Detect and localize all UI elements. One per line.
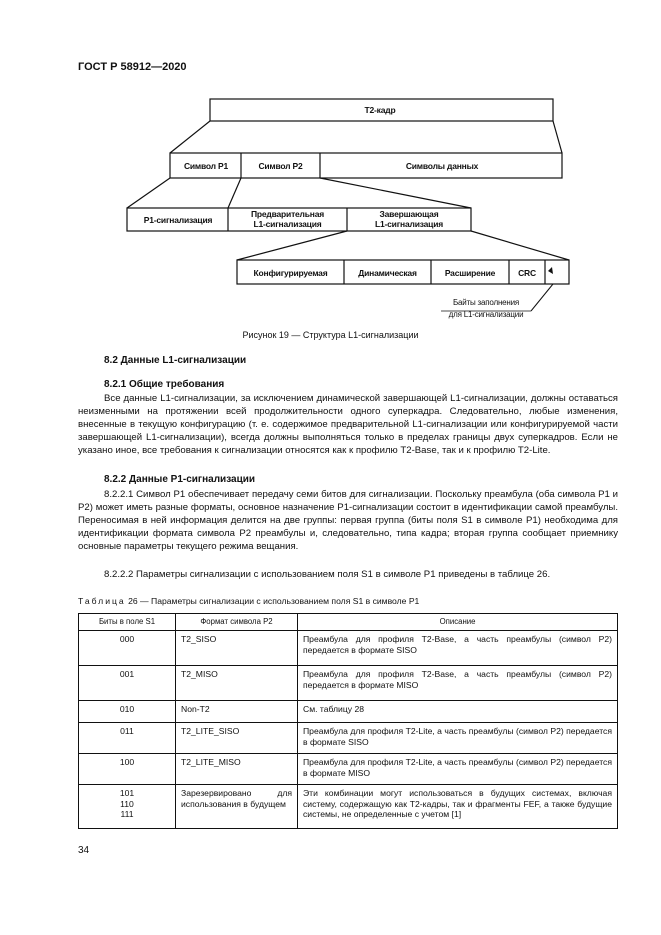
cell-bits: 101 110 111 xyxy=(79,785,176,829)
table-header-row xyxy=(79,614,618,631)
cell-description: Преамбула для профиля T2-Lite, а часть преамбулы (символ Р2) передается в формате MISO xyxy=(298,754,618,785)
diagram-p1-signalling: Р1-сигнализация xyxy=(143,215,213,225)
page-number: 34 xyxy=(78,845,90,856)
section-heading-8-2-1: 8.2.1 Общие требования xyxy=(104,379,225,390)
cell-bits: 011 xyxy=(79,723,176,754)
table-row xyxy=(79,701,618,723)
diagram-padding-line2: для L1-сигнализации xyxy=(448,310,524,319)
table-row xyxy=(79,785,618,829)
diagram-p1-symbol: Символ Р1 xyxy=(183,161,229,171)
cell-format: T2_LITE_MISO xyxy=(176,754,298,785)
table-row xyxy=(79,723,618,754)
paragraph-8-2-2-2: 8.2.2.2 Параметры сигнализации с использованием поля S1 в символе Р1 приведены в таблице 26. xyxy=(104,569,551,580)
diagram-l1-post-line2: L1-сигнализация xyxy=(375,219,443,229)
table-row xyxy=(79,754,618,785)
paragraph-8-2-2-1: 8.2.2.1 Символ Р1 обеспечивает передачу семи битов для сигнализации. Поскольку преамбула (оба символа Р1 и Р2) может иметь разные форматы, основное назначение Р1-сигнализации состоит в идентификации самой преамбулы. Переносимая в ней информация делится на две группы: первая группа (биты поля S1 в символе Р1) необходима для идентификации формата символа Р2 преамбулы и, следовательно, типа кадра; вторая группа сообщает приемнику основные параметры текущего режима вещания. xyxy=(78,489,618,552)
diagram-l1-post-line1: Завершающая xyxy=(379,209,439,219)
diagram-data-symbols: Символы данных xyxy=(405,161,479,171)
cell-format: Зарезервировано для использования в будущем xyxy=(176,785,298,829)
cell-format: Non-T2 xyxy=(176,701,298,723)
diagram-extension: Расширение xyxy=(444,268,496,278)
table-row xyxy=(79,631,618,666)
diagram-padding-bytes xyxy=(438,297,534,321)
cell-format: T2_SISO xyxy=(176,631,298,666)
diagram-configurable: Конфигурируемая xyxy=(253,268,328,278)
diagram-t2-frame: Т2-кадр xyxy=(364,105,396,115)
cell-description: См. таблицу 28 xyxy=(298,701,618,723)
diagram-dynamic: Динамическая xyxy=(358,268,417,278)
table-caption xyxy=(78,596,419,606)
figure-caption: Рисунок 19 — Структура L1-сигнализации xyxy=(242,330,419,340)
cell-description: Преамбула для профиля T2-Base, а часть преамбулы (символ Р2) передается в формате SISO xyxy=(298,631,618,666)
section-heading-8-2-2: 8.2.2 Данные Р1-сигнализации xyxy=(104,474,256,485)
table-26 xyxy=(78,613,618,829)
diagram-l1-post-signalling xyxy=(348,209,470,229)
cell-description: Преамбула для профиля T2-Base, а часть преамбулы (символ Р2) передается в формате MISO xyxy=(298,666,618,701)
diagram-crc: CRC xyxy=(518,268,536,278)
diagram-l1-pre-line1: Предварительная xyxy=(250,209,325,219)
header-description: Описание xyxy=(298,614,618,631)
cell-format: T2_LITE_SISO xyxy=(176,723,298,754)
cell-description: Эти комбинации могут использоваться в будущих системах, включая систему, содержащую как Т2-кадры, так и фрагменты FEF, а также будущие системы, не определенные с учетом [1] xyxy=(298,785,618,829)
header-format: Формат символа Р2 xyxy=(176,614,298,631)
paragraph-8-2-1: Все данные L1-сигнализации, за исключением динамической завершающей L1-сигнализации, должны оставаться неизменными на протяжении всей продолжительности одного суперкадра. Следовательно, любые изменения, внесенные в текущую конфигурацию (т. е. содержимое предварительной L1-сигнализации или конфигурируемой части завершающей L1-сигнализации), всегда должны выполняться только в пределах границы двух суперкадров. Если не указано иное, все требования к сигнализации относятся как к профилю T2-Base, так и к профилю T2-Lite. xyxy=(78,393,618,456)
l1-signalling-structure-diagram xyxy=(0,0,661,330)
cell-description: Преамбула для профиля T2-Lite, а часть преамбулы (символ Р2) передается в формате SISO xyxy=(298,723,618,754)
document-header: ГОСТ Р 58912—2020 xyxy=(78,61,187,73)
diagram-p2-symbol: Символ Р2 xyxy=(258,161,303,171)
cell-bits: 000 xyxy=(79,631,176,666)
cell-bits: 010 xyxy=(79,701,176,723)
diagram-l1-pre-line2: L1-сигнализация xyxy=(253,219,322,229)
cell-bits: 100 xyxy=(79,754,176,785)
diagram-padding-line1: Байты заполнения xyxy=(452,298,520,307)
cell-bits: 001 xyxy=(79,666,176,701)
diagram-l1-pre-signalling xyxy=(229,209,346,229)
table-caption-text: 26 — Параметры сигнализации с использованием поля S1 в символе Р1 xyxy=(128,596,420,606)
arrow-icon xyxy=(548,267,553,274)
section-heading-8-2: 8.2 Данные L1-сигнализации xyxy=(104,355,247,366)
table-caption-word: Таблица xyxy=(78,596,126,606)
cell-format: T2_MISO xyxy=(176,666,298,701)
header-bits: Биты в поле S1 xyxy=(79,614,176,631)
table-row xyxy=(79,666,618,701)
